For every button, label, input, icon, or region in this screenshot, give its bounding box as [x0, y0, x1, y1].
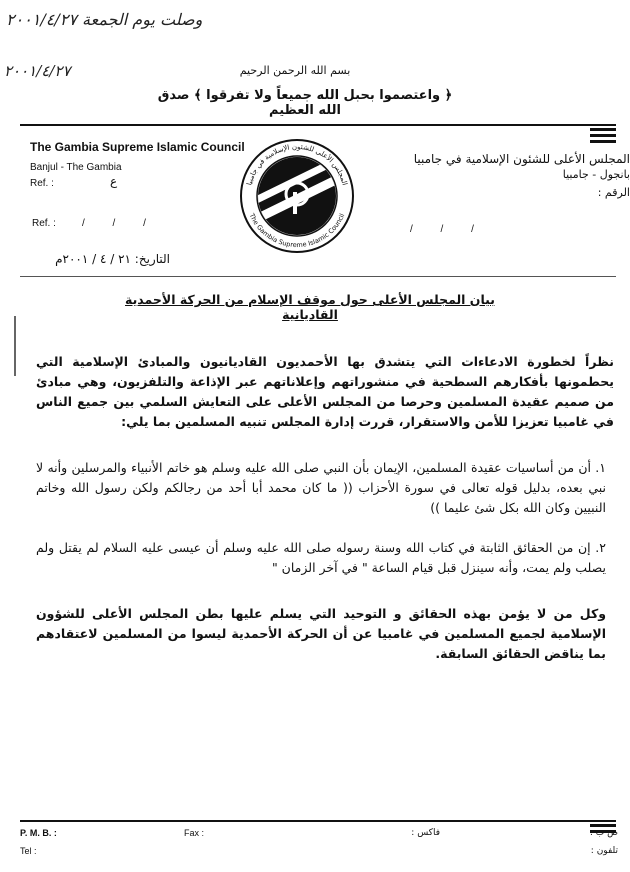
org-city-en: Banjul - The Gambia: [30, 162, 122, 173]
handwritten-date: ٢٠٠١/٤/٢٧: [4, 62, 71, 80]
ref-value: / / /: [82, 218, 146, 229]
handwritten-note: وصلت يوم الجمعة ٢٠٠١/٤/٢٧: [6, 10, 203, 29]
seal-text-ar: المجلس الأعلى للشئون الإسلامية في جامبيا: [245, 142, 349, 187]
conclusion-paragraph: وكل من لا يؤمن بهذه الحقائق و التوحيد التي يسلم عليها بطن المجلس الأعلى للشؤون الإسلامية لجميع المسلمين في غامبيا عن أن الحركة الأحمدية ليسوا من المسلمين لاعتقادهم بما يناقض الحقائق السابقة.: [36, 606, 606, 661]
ref-value-ar: / / /: [410, 224, 474, 235]
letterhead-rule: [590, 140, 616, 143]
footer-fax: Fax :: [184, 828, 205, 838]
scan-artifact: [14, 316, 16, 376]
ref-label-2: Ref. :: [32, 218, 56, 229]
header-divider: [20, 276, 616, 277]
footer-rule: [20, 820, 616, 822]
ref-label: Ref. :: [30, 178, 54, 189]
ref-mark: ﻉ: [110, 174, 118, 188]
point-2: ٢. إن من الحقائق الثابتة في كتاب الله وسنة رسوله صلى الله عليه وسلم أن عيسى عليه السلام لم يقتل ولم يصلب ولم يمت، وأنه سينزل قبل قيام الساعة " في آخر الزمان ": [36, 540, 606, 575]
footer-tel-ar: تلفون :: [590, 846, 618, 856]
footer-pmb: P. M. B. :: [20, 828, 57, 838]
quran-verse: ﴿ واعتصموا بحبل الله جميعاً ولا تفرقوا ﴾ صدق الله العظيم: [157, 88, 453, 118]
council-seal: [232, 134, 362, 254]
ref-ar-label: الرقم :: [597, 186, 630, 199]
footer-tel: Tel :: [20, 846, 37, 856]
letterhead-rule: [590, 128, 616, 131]
org-city-ar: بانجول - جامبيا: [562, 168, 630, 181]
footer-rule: [590, 824, 616, 827]
org-name-en: The Gambia Supreme Islamic Council: [30, 140, 245, 154]
org-name-ar: المجلس الأعلى للشئون الإسلامية في جامبيا: [413, 152, 630, 166]
statement-title: بيان المجلس الأعلى حول موقف الإسلام من الحركة الأحمدية القاديانية: [125, 292, 495, 322]
footer-fax-ar: فاكس :: [411, 828, 440, 838]
basmala: بسم الله الرحمن الرحيم: [239, 64, 351, 77]
point-1: ١. أن من أساسيات عقيدة المسلمين، الإيمان بأن النبي صلى الله عليه وسلم هو خاتم الأنبياء والمرسلين وأنه لا نبي بعده، بدليل قوله تعالى في سورة الأحزاب (( ما كان محمد أبا أحد من رجالكم ولكن رسول الله وخاتم النبيين وكان الله بكل شئ عليما )): [36, 460, 606, 515]
letter-date: التاريخ: ٢١ / ٤ / ٢٠٠١م: [55, 252, 170, 266]
footer-pmb-ar: ص ب :: [589, 828, 618, 838]
seal-text-en: The Gambia Supreme Islamic Council: [247, 212, 347, 250]
letterhead-rule: [20, 124, 616, 126]
letterhead-rule: [590, 134, 616, 137]
intro-paragraph: نظراً لخطورة الادعاءات التي يتشدق بها الأحمديون القاديانيون والمبادئ الإسلامية التي يحطمونها بأفكارهم السطحية في منشوراتهم وإعلاناتهم عبر الإذاعة والتلفزيون، وهي مبادئ من صميم عقيدة المسلمين وحرصا من المجلس الأعلى على التعايش السلمي بين جميع الناس في غامبيا تعزيزا للأمن والاستقرار، قررت إدارة المجلس تنبيه المسلمين بما يلي:: [36, 354, 614, 429]
